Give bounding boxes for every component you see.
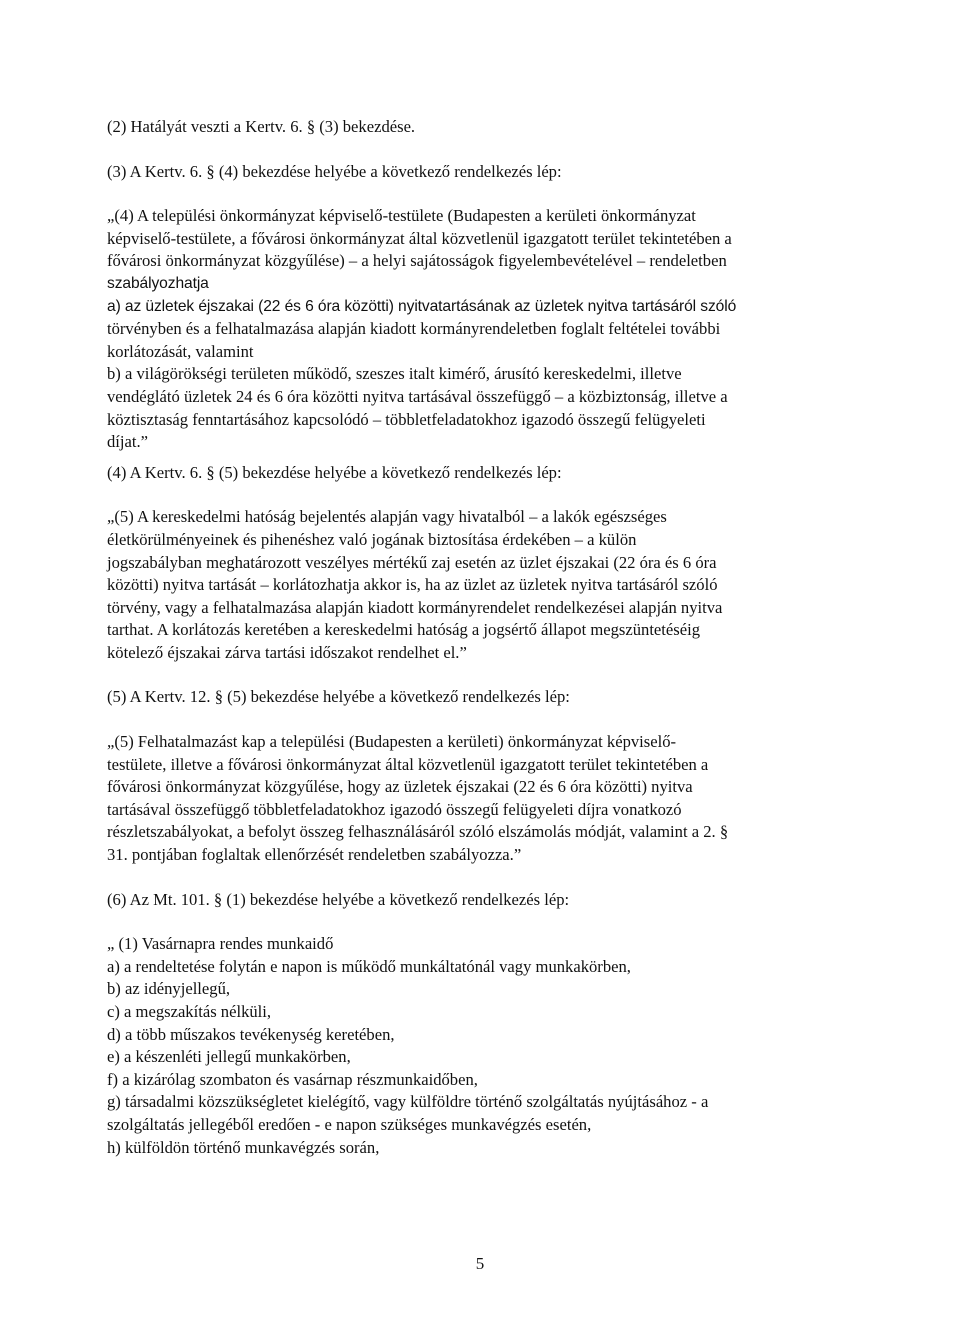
text-line: kötelező éjszakai zárva tartási időszakot rendelhet el.” xyxy=(107,642,467,662)
text-line: e) a készenléti jellegű munkakörben, xyxy=(107,1047,351,1067)
text-line: részletszabályokat, a befolyt összeg felhasználásáról szóló elszámolás módját, valamint a 2. § xyxy=(107,822,729,842)
text-line: a) a rendeltetése folytán e napon is működő munkáltatónál vagy munkakörben, xyxy=(107,956,631,976)
item-a xyxy=(107,296,845,364)
text-line: a) az üzletek éjszakai (22 és 6 óra közötti) nyitvatartásának az üzletek nyitva tartásáról szóló xyxy=(107,297,737,315)
paragraph-4: (4) A Kertv. 6. § (5) bekezdése helyébe a következő rendelkezés lép: xyxy=(107,462,562,482)
text-line: tartásával összefüggő többletfeladatokhoz igazodó összegű felügyeleti díjra vonatkozó xyxy=(107,799,682,819)
paragraph-3: (3) A Kertv. 6. § (4) bekezdése helyébe a következő rendelkezés lép: xyxy=(107,161,562,181)
text-line: „(4) A települési önkormányzat képviselő-testülete (Budapesten a kerületi önkormányzat xyxy=(107,206,696,226)
quote-section-4 xyxy=(107,205,845,295)
text-line: fővárosi önkormányzat közgyűlése) – a helyi sajátosságok figyelembevételével – rendeletben xyxy=(107,251,727,271)
text-line: „(5) A kereskedelmi hatóság bejelentés alapján vagy hivatalból – a lakók egészséges xyxy=(107,507,667,527)
text-line: tarthat. A korlátozás keretében a kereskedelmi hatóság a jogsértő állapot megszüntetéséig xyxy=(107,620,701,640)
text-line: köztisztaság fenntartásához kapcsolódó – többletfeladatokhoz igazodó összegű felügyeleti xyxy=(107,409,706,429)
text-line: vendéglátó üzletek 24 és 6 óra közötti nyitva tartásával összefüggő – a közbiztonság, illetve a xyxy=(107,386,728,406)
paragraph-2: (2) Hatályát veszti a Kertv. 6. § (3) bekezdése. xyxy=(107,117,416,136)
quote-section-5 xyxy=(107,506,845,664)
text-line: c) a megszakítás nélküli, xyxy=(107,1002,272,1021)
paragraph-5: (5) A Kertv. 12. § (5) bekezdése helyébe a következő rendelkezés lép: xyxy=(107,687,570,707)
document-body xyxy=(107,116,845,1159)
quote-section-12 xyxy=(107,731,845,867)
text-line: b) az idényjellegű, xyxy=(107,979,231,999)
text-line: g) társadalmi közszükségletet kielégítő, vagy külföldre történő szolgáltatás nyújtásához - a xyxy=(107,1092,709,1112)
text-line: f) a kizárólag szombaton és vasárnap részmunkaidőben, xyxy=(107,1069,478,1089)
text-line: fővárosi önkormányzat közgyűlése, hogy az üzletek éjszakai (22 és 6 óra közötti) nyitva xyxy=(107,777,693,797)
text-line: b) a világörökségi területen működő, szeszes italt kimérő, árusító kereskedelmi, illetve xyxy=(107,364,682,384)
text-line: 31. pontjában foglaltak ellenőrzését rendeletben szabályozza.” xyxy=(107,845,522,865)
text-line: d) a több műszakos tevékenység keretében, xyxy=(107,1024,395,1044)
text-line: életkörülményeinek és pihenéshez való jogának biztosítása érdekében – a külön xyxy=(107,529,637,549)
text-line: „ (1) Vasárnapra rendes munkaidő xyxy=(107,934,334,954)
text-line: törvényben és a felhatalmazása alapján kiadott kormányrendeletben foglalt feltételei további xyxy=(107,319,721,339)
text-line: törvény, vagy a felhatalmazása alapján kiadott kormányrendelet rendelkezései alapján nyitva xyxy=(107,597,723,617)
text-line: h) külföldön történő munkavégzés során, xyxy=(107,1137,380,1157)
quote-section-mt xyxy=(107,933,845,1159)
page-number: 5 xyxy=(475,1254,485,1273)
text-line: képviselő-testülete, a fővárosi önkormányzat által közvetlenül igazgatott terület tekintetében a xyxy=(107,228,732,248)
text-line: díjat.” xyxy=(107,432,149,452)
text-line: jogszabályban meghatározott veszélyes mértékű zaj esetén az üzlet éjszakai (22 óra és 6 óra xyxy=(107,552,717,572)
text-line: közötti) nyitva tartását – korlátozhatja akkor is, ha az üzlet az üzletek nyitva tartásáról szóló xyxy=(107,575,718,595)
text-line: szolgáltatás jellegéből eredően - e napon szükséges munkavégzés esetén, xyxy=(107,1114,592,1134)
item-b xyxy=(107,363,845,453)
text-line: testülete, illetve a fővárosi önkormányzat által közvetlenül igazgatott terület tekintetében a xyxy=(107,754,709,774)
text-line: korlátozását, valamint xyxy=(107,341,254,361)
paragraph-6: (6) Az Mt. 101. § (1) bekezdése helyébe a következő rendelkezés lép: xyxy=(107,889,570,909)
text-line: „(5) Felhatalmazást kap a települési (Budapesten a kerületi) önkormányzat képviselő- xyxy=(107,732,677,752)
text-line: szabályozhatja xyxy=(107,274,209,292)
